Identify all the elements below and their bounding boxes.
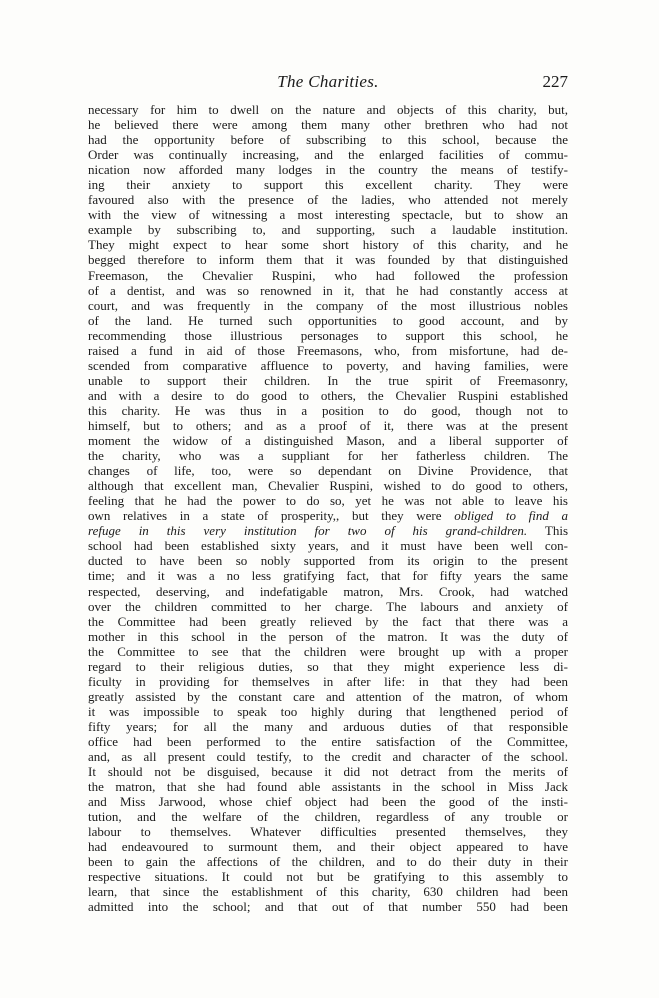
text-line: the Committee to see that the children were brought up with a proper (88, 643, 568, 659)
text-line: school had been established sixty years, and it must have been well con- (88, 538, 568, 554)
text-line: respected, deserving, and indefatigable matron, Mrs. Crook, had watched (88, 583, 568, 599)
text-line: raised a fund in aid of those Freemasons, who, from misfortune, had de- (88, 342, 568, 358)
text-line: time; and it was a no less gratifying fact, that for fifty years the same (88, 568, 568, 584)
text-line: begged therefore to inform them that it was founded by that distinguished (88, 252, 568, 268)
text-line: had endeavoured to surmount them, and their object appeared to have (88, 839, 568, 855)
text-line: They might expect to hear some short history of this charity, and he (88, 237, 568, 253)
text-line: been to gain the affections of the children, and to do their duty in their (88, 854, 568, 870)
text-line: ficulty in providing for themselves in after life: in that they had been (88, 673, 568, 689)
italic-fragment: refuge in this very institution for two of his grand-children. (88, 523, 528, 539)
running-head (88, 72, 568, 96)
text-line: tution, and the welfare of the children, regardless of any trouble or (88, 809, 568, 825)
text-line: changes of life, too, were so dependant on Divine Providence, that (88, 463, 568, 479)
text-line: the matron, that she had found able assistants in the school in Miss Jack (88, 779, 568, 795)
text-line: Freemason, the Chevalier Ruspini, who had followed the profession (88, 267, 568, 283)
text-line: he believed there were among them many other brethren who had not (88, 117, 568, 133)
text-line: admitted into the school; and that out of that number 550 had been (88, 899, 568, 915)
text-line: labour to themselves. Whatever difficulties presented themselves, they (88, 824, 568, 840)
text-line: favoured also with the presence of the ladies, who attended not merely (88, 192, 568, 208)
text-line: himself, but to others; and as a proof of it, there was at the present (88, 417, 568, 433)
text-line: example by subscribing to, and supporting, such a laudable institution. (88, 222, 568, 238)
text-line: had the opportunity before of subscribing to this school, because the (88, 132, 568, 148)
text-line: and Miss Jarwood, whose chief object had been the good of the insti- (88, 794, 568, 810)
italic-fragment: obliged to find a (454, 508, 568, 524)
text-line: greatly assisted by the constant care and attention of the matron, of whom (88, 688, 568, 704)
page-number: 227 (542, 72, 568, 91)
text-line: Order was continually increasing, and the enlarged facilities of commu- (88, 147, 568, 163)
text-line: with the view of witnessing a most interesting spectacle, but to show an (88, 207, 568, 223)
text-line: unable to support their children. In the true spirit of Freemasonry, (88, 372, 568, 388)
text-line: although that excellent man, Chevalier Ruspini, wished to do good to others, (88, 478, 568, 494)
text-line: learn, that since the establishment of this charity, 630 children had been (88, 884, 568, 900)
text-line: ducted to have been so nobly supported from its origin to the present (88, 553, 568, 569)
text-line: this charity. He was thus in a position to do good, though not to (88, 402, 568, 418)
text-fragment: own relatives in a state of prosperity,, but they were (88, 508, 442, 524)
text-line: over the children committed to her charge. The labours and anxiety of (88, 598, 568, 614)
text-line: It should not be disguised, because it did not detract from the merits of (88, 764, 568, 780)
text-line: the Committee had been greatly relieved by the fact that there was a (88, 613, 568, 629)
text-fragment: This (544, 523, 569, 539)
text-line: of a dentist, and was so renowned in it, that he had constantly access at (88, 282, 568, 298)
text-line: and, as all present could testify, to the credit and character of the school. (88, 749, 568, 765)
text-line: regard to their religious duties, so that they might experience less di- (88, 658, 568, 674)
text-line: of the land. He turned such opportunities to good account, and by (88, 312, 568, 328)
body-text (88, 102, 568, 915)
text-line-with-italic (88, 508, 568, 523)
text-line: ing their anxiety to support this excellent charity. They were (88, 177, 568, 193)
text-line: feeling that he had the power to do so, yet he was not able to leave his (88, 493, 568, 509)
text-line: fifty years; for all the many and arduous duties of that responsible (88, 718, 568, 734)
text-line: office had been performed to the entire satisfaction of the Committee, (88, 733, 568, 749)
text-line: and with a desire to do good to others, the Chevalier Ruspini established (88, 387, 568, 403)
text-line: respective situations. It could not but be gratifying to this assembly to (88, 869, 568, 885)
text-line: it was impossible to speak too highly during that lengthened period of (88, 703, 568, 719)
text-line: scended from comparative affluence to poverty, and having families, were (88, 357, 568, 373)
text-line: mother in this school in the person of the matron. It was the duty of (88, 628, 568, 644)
text-line: moment the widow of a distinguished Mason, and a liberal supporter of (88, 433, 568, 449)
running-title: The Charities. (277, 72, 379, 91)
text-line: court, and was frequently in the company of the most illustrious nobles (88, 297, 568, 313)
text-line: nication now afforded many lodges in the country the means of testify- (88, 162, 568, 178)
text-line: necessary for him to dwell on the nature and objects of this charity, but, (88, 102, 568, 117)
text-line: the charity, who was a suppliant for her fatherless children. The (88, 448, 568, 464)
text-line-with-italic (88, 523, 568, 538)
text-line: recommending those illustrious personages to support this school, he (88, 327, 568, 343)
